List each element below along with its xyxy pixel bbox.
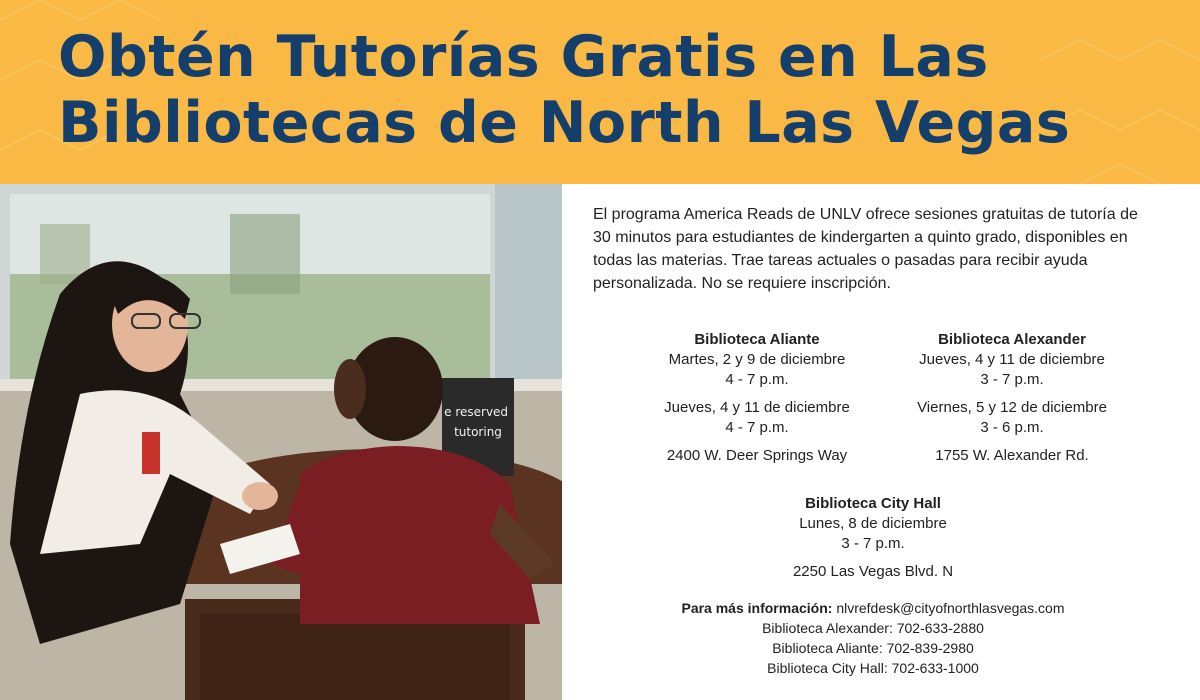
contact-email-line (593, 598, 1153, 618)
schedule-time: 3 - 7 p.m. (841, 535, 905, 552)
contact-info (593, 598, 1153, 678)
schedule-date: Lunes, 8 de diciembre (799, 515, 947, 532)
contact-label: Para más información: (681, 600, 833, 616)
branch-name: Biblioteca Aliante (694, 331, 820, 348)
schedule-date: Jueves, 4 y 11 de diciembre (919, 351, 1105, 368)
content-column (593, 203, 1173, 295)
schedule-time: 3 - 6 p.m. (980, 419, 1044, 436)
schedule-time: 3 - 7 p.m. (980, 371, 1044, 388)
schedule-time: 4 - 7 p.m. (725, 419, 789, 436)
tutoring-photo (0, 184, 562, 700)
branch-address: 1755 W. Alexander Rd. (935, 447, 1089, 464)
branch-address: 2400 W. Deer Springs Way (666, 447, 848, 464)
header-banner (0, 0, 1200, 184)
phone-alexander: Biblioteca Alexander: 702-633-2880 (762, 620, 984, 636)
schedule-date: Martes, 2 y 9 de diciembre (668, 351, 846, 368)
reserved-sign-text: e reserved tutoring (444, 405, 509, 439)
phone-aliante: Biblioteca Aliante: 702-839-2980 (772, 640, 974, 656)
schedule-date: Jueves, 4 y 11 de diciembre (664, 399, 850, 416)
title-line-1: Obtén Tutorías Gratis en Las (58, 24, 989, 90)
branch-name: Biblioteca Alexander (938, 331, 1086, 348)
schedule-date: Viernes, 5 y 12 de diciembre (917, 399, 1107, 416)
schedule-time: 4 - 7 p.m. (725, 371, 789, 388)
contact-email: nlvrefdesk@cityofnorthlasvegas.com (836, 600, 1065, 616)
branch-cityhall (763, 494, 983, 582)
branch-address: 2250 Las Vegas Blvd. N (792, 563, 954, 580)
intro-paragraph: El programa America Reads de UNLV ofrece sesiones gratuitas de tutoría de 30 minutos para estudiantes de kindergarten a quinto grado, disponibles en todas las materias. Trae tareas actuales o pasadas para recibir ayuda personalizada. No se requiere inscripción. (593, 206, 1138, 292)
page-title (58, 24, 1178, 156)
phone-cityhall: Biblioteca City Hall: 702-633-1000 (767, 660, 979, 676)
branch-aliante (647, 330, 867, 466)
branch-name: Biblioteca City Hall (805, 495, 941, 512)
branch-alexander (902, 330, 1122, 466)
title-line-2: Bibliotecas de North Las Vegas (58, 90, 1071, 156)
